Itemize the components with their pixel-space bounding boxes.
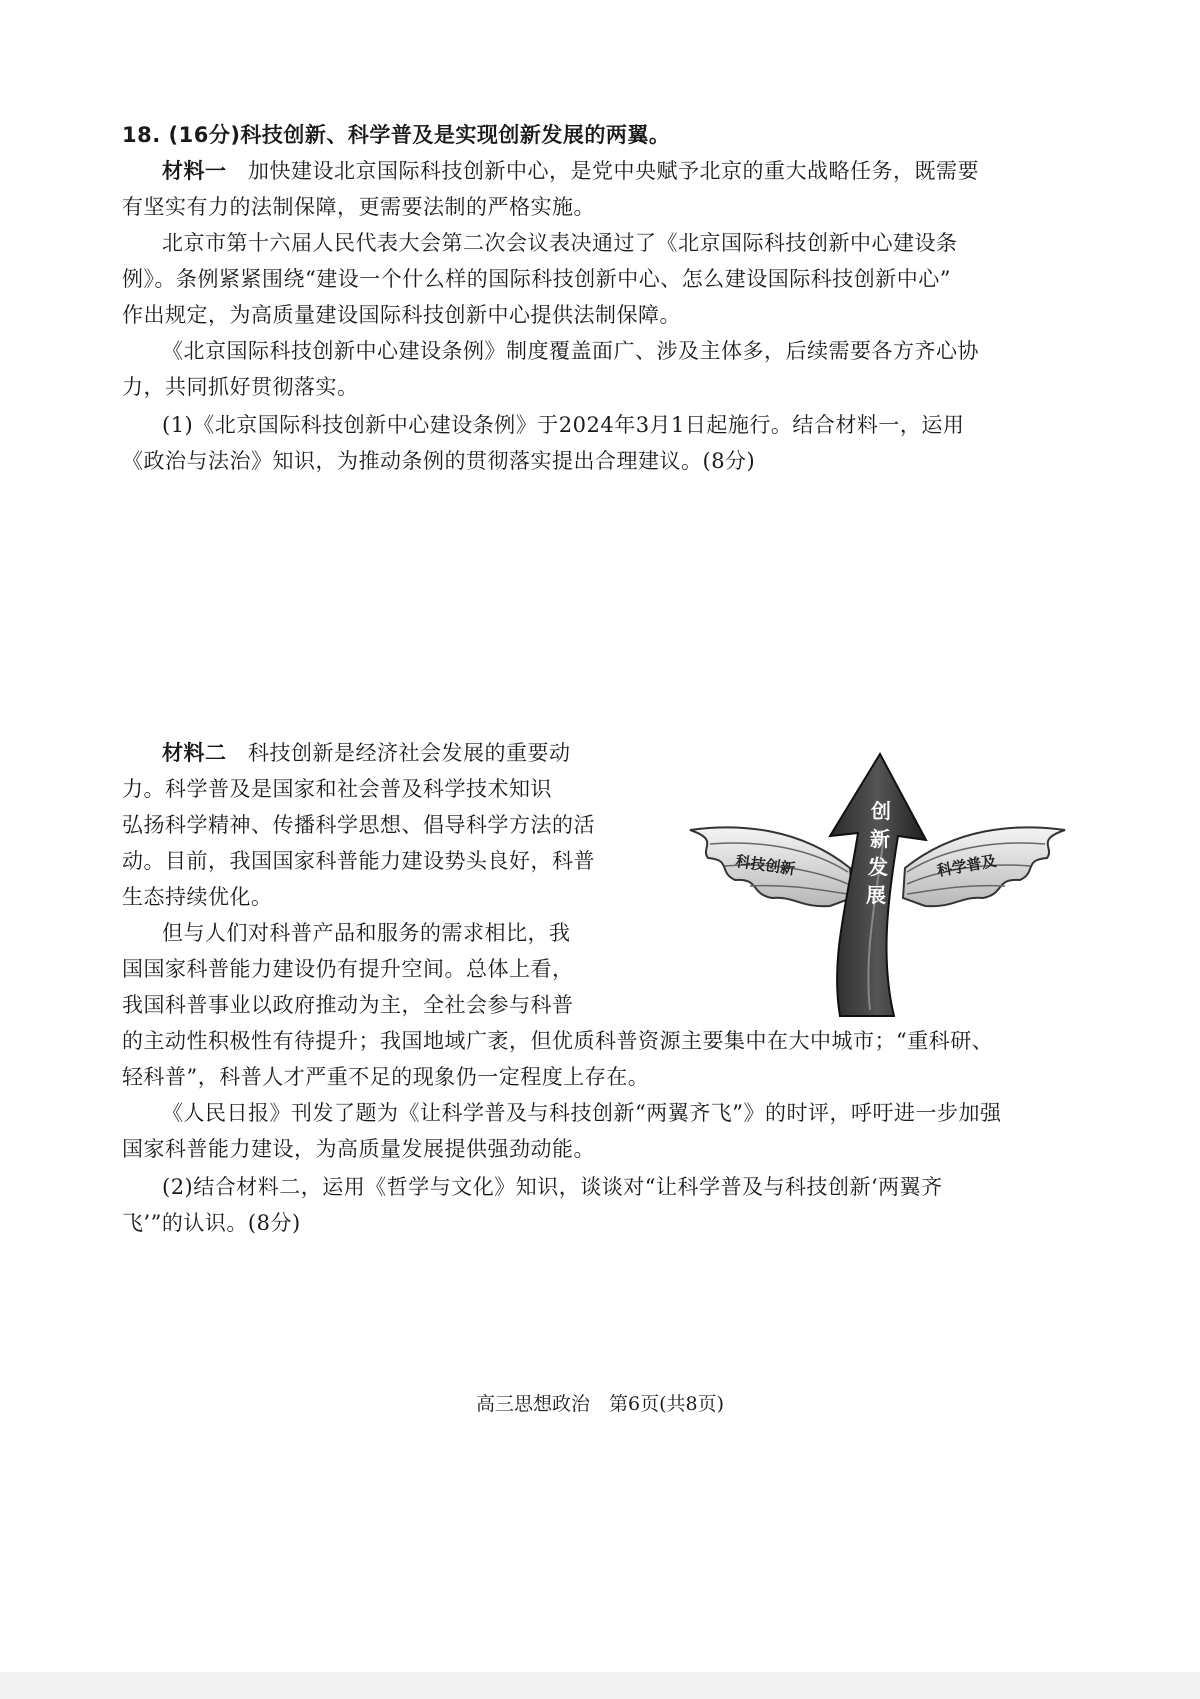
material2-p3-line-2: 国家科普能力建设，为高质量发展提供强劲动能。 — [122, 1137, 595, 1161]
sub-question-1-line-1: (1)《北京国际科技创新中心建设条例》于2024年3月1日起施行。结合材料一，运用 — [162, 413, 965, 437]
page-footer: 高三思想政治 第6页(共8页) — [475, 1393, 724, 1415]
winged-arrow-figure — [680, 748, 1070, 1018]
material2-p2-line-4: 的主动性积极性有待提升；我国地域广袤，但优质科普资源主要集中在大中城市；“重科研、 — [122, 1029, 994, 1053]
arrow-char-4: 展 — [866, 883, 886, 907]
material2-p3-line-1: 《人民日报》刊发了题为《让科学普及与科技创新“两翼齐飞”》的时评，呼吁进一步加强 — [162, 1101, 1002, 1125]
material2-p2-line-1: 但与人们对科普产品和服务的需求相比，我 — [162, 921, 571, 945]
material1-p2-line-2: 例》。条例紧紧围绕“建设一个什么样的国际科技创新中心、怎么建设国际科技创新中心” — [122, 267, 951, 291]
material2-line-1: 材料二 科技创新是经济社会发展的重要动 — [162, 741, 571, 765]
sub-question-2-line-1: (2)结合材料二，运用《哲学与文化》知识，谈谈对“让科学普及与科技创新‘两翼齐 — [162, 1175, 943, 1199]
left-wing-label: 科技创新 — [734, 852, 797, 879]
material2-label: 材料二 — [162, 741, 227, 765]
question-header: 18. (16分)科技创新、科学普及是实现创新发展的两翼。 — [122, 123, 671, 147]
material1-line-1: 材料一 加快建设北京国际科技创新中心，是党中央赋予北京的重大战略任务，既需要 — [162, 159, 979, 183]
material1-p2-line-1: 北京市第十六届人民代表大会第二次会议表决通过了《北京国际科技创新中心建设条 — [162, 231, 958, 255]
arrow-char-2: 新 — [870, 827, 890, 851]
material2-p2-line-2: 国国家科普能力建设仍有提升空间。总体上看， — [122, 957, 574, 981]
material2-p2-line-5: 轻科普”，科普人才严重不足的现象仍一定程度上存在。 — [122, 1065, 650, 1089]
material2-line-5: 生态持续优化。 — [122, 885, 273, 909]
arrow-char-3: 发 — [868, 855, 888, 879]
material2-p2-line-3: 我国科普事业以政府推动为主，全社会参与科普 — [122, 993, 574, 1017]
material1-p3-line-2: 力，共同抓好贯彻落实。 — [122, 375, 359, 399]
material2-line-2: 力。科学普及是国家和社会普及科学技术知识 — [122, 777, 552, 801]
material1-p3-line-1: 《北京国际科技创新中心建设条例》制度覆盖面广、涉及主体多，后续需要各方齐心协 — [162, 339, 979, 363]
material1-p2-line-3: 作出规定，为高质量建设国际科技创新中心提供法制保障。 — [122, 303, 681, 327]
material1-line-2: 有坚实有力的法制保障，更需要法制的严格实施。 — [122, 195, 595, 219]
material2-line-4: 动。目前，我国国家科普能力建设势头良好，科普 — [122, 849, 595, 873]
right-wing-label: 科学普及 — [935, 851, 998, 880]
material2-line-3: 弘扬科学精神、传播科学思想、倡导科学方法的活 — [122, 813, 595, 837]
arrow-char-1: 创 — [871, 799, 891, 823]
sub-question-2-line-2: 飞’”的认识。(8分) — [122, 1211, 301, 1235]
material1-label: 材料一 — [162, 159, 227, 183]
scan-bottom-strip — [0, 1672, 1200, 1699]
sub-question-1-line-2: 《政治与法治》知识，为推动条例的贯彻落实提出合理建议。(8分) — [122, 449, 756, 473]
